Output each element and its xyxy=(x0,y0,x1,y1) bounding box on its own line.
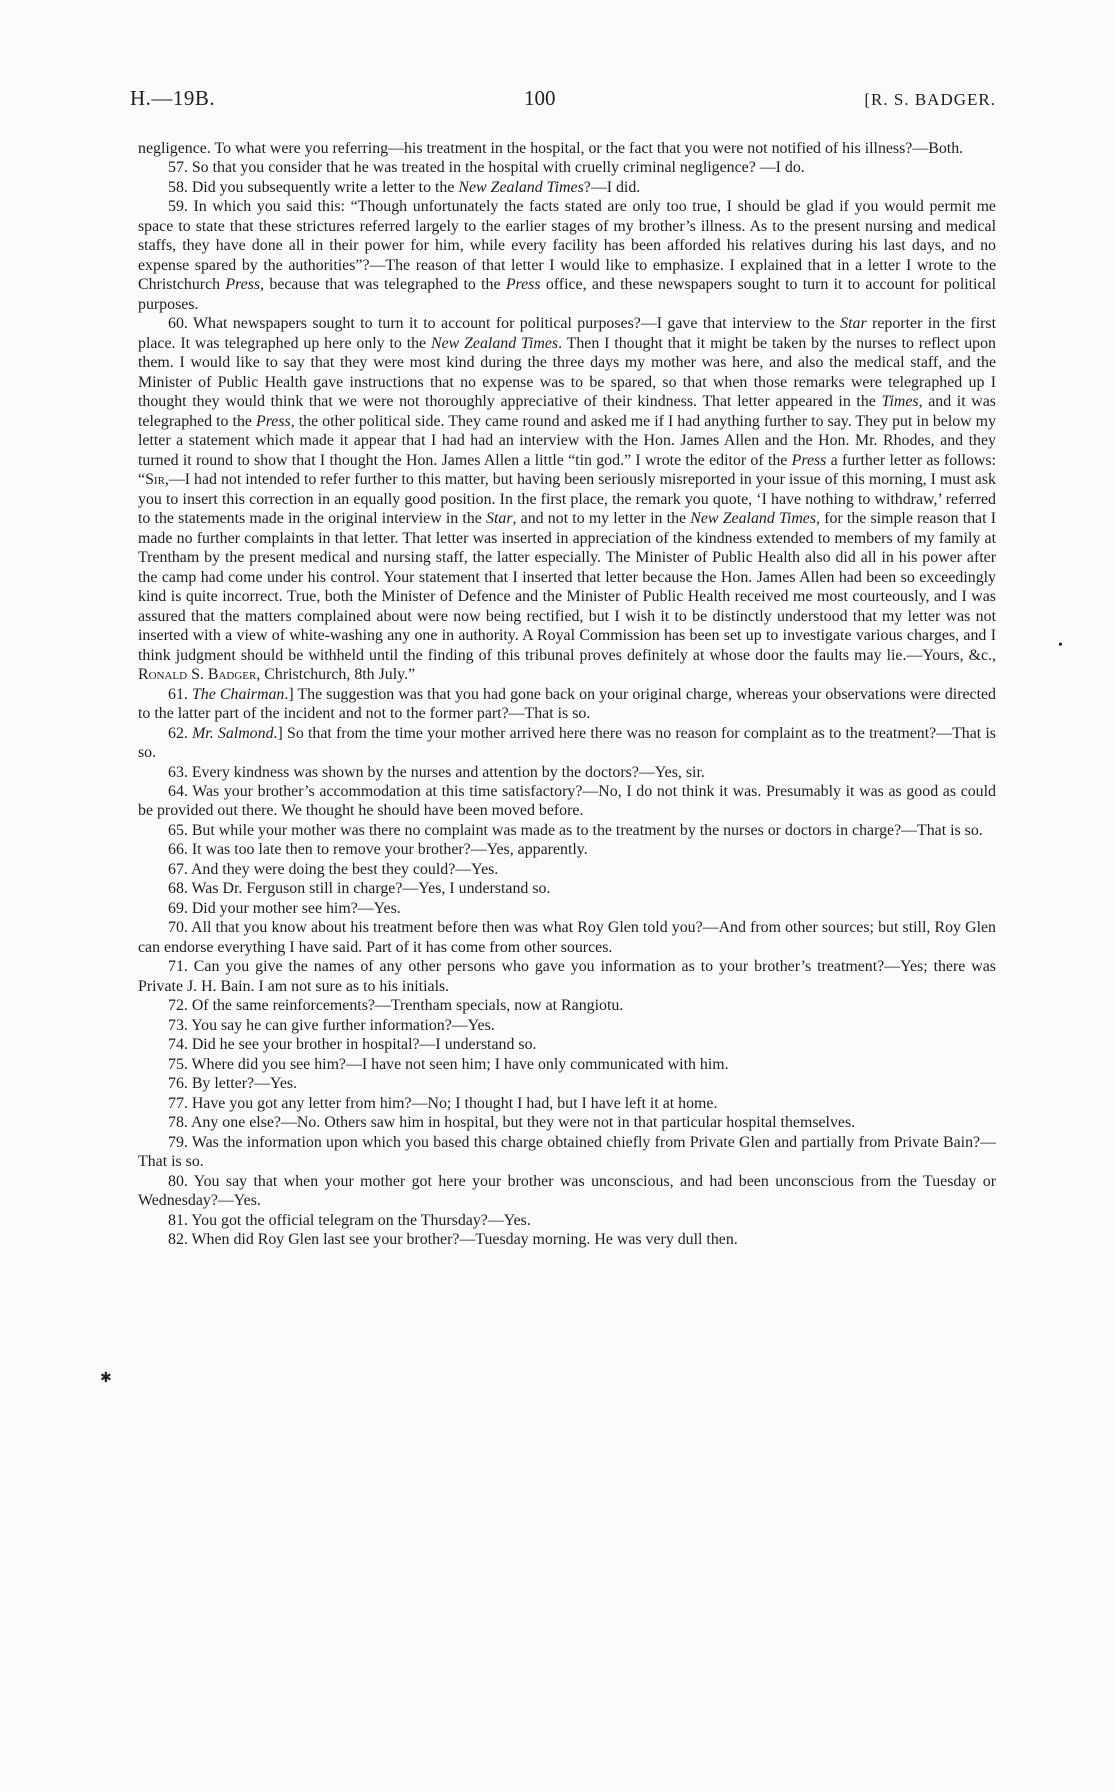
italic-text: Press xyxy=(791,451,827,469)
testimony-paragraph xyxy=(138,1094,996,1113)
text-run: 75. Where did you see him?—I have not seen him; I have only communicated with him. xyxy=(168,1055,729,1073)
witness-name: [R. S. BADGER. xyxy=(864,90,996,109)
text-run: a further letter as follows: “ xyxy=(138,451,997,489)
text-run: 79. Was the information upon which you based this charge obtained chiefly from Private Glen and partially from Private Bain?—That is so. xyxy=(138,1133,996,1171)
text-run: .] So that from the time your mother arrived here there was no reason for complaint as to the treatment?—That is so. xyxy=(138,724,996,762)
text-run: 77. Have you got any letter from him?—No; I thought I had, but I have left it at home. xyxy=(168,1094,718,1112)
italic-text: Star xyxy=(486,510,513,528)
text-run: 76. By letter?—Yes. xyxy=(168,1075,298,1093)
testimony-paragraph xyxy=(138,879,996,898)
testimony-paragraph xyxy=(138,821,996,840)
italic-text: New Zealand Times xyxy=(458,178,584,196)
text-run: 71. Can you give the names of any other persons who gave you information as to your brother’s treatment?—Yes; there was Private J. H. Bain. I am not sure as to his initials. xyxy=(138,958,996,995)
testimony-paragraph xyxy=(138,763,996,782)
text-run: ?—I did. xyxy=(583,178,641,196)
text-run: reporter in the first place. It was telegraphed up here only to the xyxy=(138,315,996,352)
testimony-paragraph xyxy=(138,957,996,996)
small-caps-text: Ronald S. Badger xyxy=(138,666,257,684)
testimony-paragraph xyxy=(138,860,996,879)
italic-text: Times xyxy=(881,393,919,411)
text-run: 59. In which you said this: “Though unfortunately the facts stated are only too true, I should be glad if you would permit me space to state that these strictures referred largely to the earlier stages of my brother’s illness. As to the present nursing and medical staffs, they have done all in their power for him, while every facility has been afforded his relatives during his last days, and no expense spared by the authorities”?—The reason of that letter I would like to emphasize. I explained that in a letter I wrote to the Christchurch xyxy=(138,198,996,294)
italic-text: The Chairman xyxy=(191,685,285,703)
text-run: 73. You say he can give further information?—Yes. xyxy=(168,1016,495,1034)
text-run: 80. You say that when your mother got here your brother was unconscious, and had been unconscious from the Tuesday or Wednesday?—Yes. xyxy=(138,1172,996,1210)
testimony-paragraph xyxy=(138,996,996,1015)
testimony-paragraph xyxy=(138,899,996,918)
text-run: 69. Did your mother see him?—Yes. xyxy=(168,899,401,917)
testimony-paragraph xyxy=(138,1055,996,1074)
testimony-paragraph xyxy=(138,314,996,684)
testimony-paragraph xyxy=(138,197,996,314)
margin-mark: ✱ xyxy=(100,1371,112,1386)
text-run: 66. It was too late then to remove your brother?—Yes, apparently. xyxy=(168,841,588,859)
testimony-paragraph xyxy=(138,724,996,763)
text-run: , the other political side. They came round and asked me if I had anything further to say. They put in below my letter a statement which made it appear that I had had an interview with the Hon. James Allen and the Hon. Mr. Rhodes, and they turned it round to show that I thought the Hon. James Allen a little “tin god.” I wrote the editor of the xyxy=(138,412,996,469)
text-run: 70. All that you know about his treatment before then was what Roy Glen told you?—And from other sources; but still, Roy Glen can endorse everything I have said. Part of it has come from other sources. xyxy=(138,919,996,956)
testimony-paragraph xyxy=(138,918,996,957)
document-reference: H.—19B. xyxy=(130,86,216,110)
text-run: ,—I had not intended to refer further to this matter, but having been seriously misreported in your issue of this morning, I must ask you to insert this correction in an equally good position. In the first place, the remark you quote, ‘I have nothing to withdraw,’ referred to the statements made in the original interview in the xyxy=(138,471,996,528)
testimony-paragraph xyxy=(138,1172,996,1211)
text-run: negligence. To what were you referring—his treatment in the hospital, or the fact that you were not notified of his illness?—Both. xyxy=(138,140,964,157)
testimony-paragraph xyxy=(138,158,996,177)
text-run: 67. And they were doing the best they could?—Yes. xyxy=(168,860,499,878)
italic-text: Mr. Salmond xyxy=(192,724,274,742)
testimony-paragraph xyxy=(138,1230,996,1249)
italic-text: New Zealand Times xyxy=(430,334,559,352)
testimony-paragraph xyxy=(138,1035,996,1054)
text-run: 57. So that you consider that he was treated in the hospital with cruelly criminal negligence? —I do. xyxy=(168,159,805,177)
text-run: 62. xyxy=(168,724,193,742)
text-run: 82. When did Roy Glen last see your brother?—Tuesday morning. He was very dull then. xyxy=(168,1231,738,1249)
text-run: 63. Every kindness was shown by the nurses and attention by the doctors?—Yes, sir. xyxy=(168,763,705,781)
testimony-paragraph xyxy=(138,139,996,158)
testimony-paragraph xyxy=(138,840,996,859)
text-run: 58. Did you subsequently write a letter to the xyxy=(168,178,459,196)
testimony-paragraph xyxy=(138,1133,996,1172)
testimony-paragraph xyxy=(138,782,996,821)
text-run: 74. Did he see your brother in hospital?—I understand so. xyxy=(168,1036,537,1054)
text-run: , because that was telegraphed to the xyxy=(260,276,506,294)
testimony-body xyxy=(138,139,996,1250)
text-run: office, and these newspapers sought to turn it to account for political purposes. xyxy=(138,276,996,313)
text-run: 81. You got the official telegram on the Thursday?—Yes. xyxy=(168,1211,531,1229)
small-caps-text: Sir xyxy=(145,471,165,489)
testimony-paragraph xyxy=(138,1074,996,1093)
italic-text: Press xyxy=(255,412,291,430)
testimony-paragraph xyxy=(138,1211,996,1230)
text-run: 64. Was your brother’s accommodation at this time satisfactory?—No, I do not think it was. Presumably it was as good as could be provided out there. We thought he should have been moved before. xyxy=(138,782,996,820)
testimony-paragraph xyxy=(138,1113,996,1132)
text-run: .] The suggestion was that you had gone back on your original charge, whereas your observations were directed to the latter part of the incident and not to the former part?—That is so. xyxy=(138,685,997,723)
italic-text: Press xyxy=(225,276,261,294)
text-run: 61. xyxy=(168,685,192,703)
testimony-paragraph xyxy=(138,1016,996,1035)
italic-text: New Zealand Times xyxy=(690,510,817,528)
text-run: , and it was telegraphed to the xyxy=(138,393,996,430)
page-header xyxy=(130,86,996,111)
text-run: 78. Any one else?—No. Others saw him in hospital, but they were not in that particular hospital themselves. xyxy=(168,1114,856,1132)
page-number: 100 xyxy=(524,86,556,110)
text-run: 65. But while your mother was there no complaint was made as to the treatment by the nurses or doctors in charge?—That is so. xyxy=(168,821,983,839)
text-run: 72. Of the same reinforcements?—Trentham specials, now at Rangiotu. xyxy=(168,997,624,1015)
italic-text: Press xyxy=(505,276,541,294)
testimony-paragraph xyxy=(138,685,996,724)
testimony-paragraph xyxy=(138,178,996,197)
text-run: , Christchurch, 8th July.” xyxy=(256,666,416,684)
text-run: 60. What newspapers sought to turn it to account for political purposes?—I gave that interview to the xyxy=(168,315,841,333)
text-run: , for the simple reason that I made no further complaints in that letter. That letter was inserted in appreciation of the kindness extended to members of my family at Trentham by the present medical and nursing staff, the latter especially. The Minister of Public Health also did all in his power after the camp had come under his control. Your statement that I inserted that letter because the Hon. James Allen had been so exceedingly kind is quite incorrect. True, both the Minister of Defence and the Minister of Public Health received me most courteously, and I was assured that the matters complained about were now being rectified, but I wish it to be distinctly understood that my letter was not inserted with a view of white-washing any one in authority. A Royal Commission has been set up to investigate various charges, and I think judgment should be withheld until the finding of this tribunal proves definitely at whose door the faults may lie.—Yours, &c., xyxy=(138,510,996,664)
italic-text: Star xyxy=(840,315,867,333)
text-run: . Then I thought that it might be taken by the nurses to reflect upon them. I would like to say that they were most kind during the three days my mother was here, and also the medical staff, and the Minister of Public Health gave instructions that no expense was to be spared, so that when those remarks were telegraphed up I thought they would think that we were not thoroughly appreciative of their kindness. That letter appeared in the xyxy=(138,334,997,411)
margin-dot: • xyxy=(1058,638,1063,653)
text-run: , and not to my letter in the xyxy=(512,510,691,528)
text-run: 68. Was Dr. Ferguson still in charge?—Yes, I understand so. xyxy=(168,880,551,898)
